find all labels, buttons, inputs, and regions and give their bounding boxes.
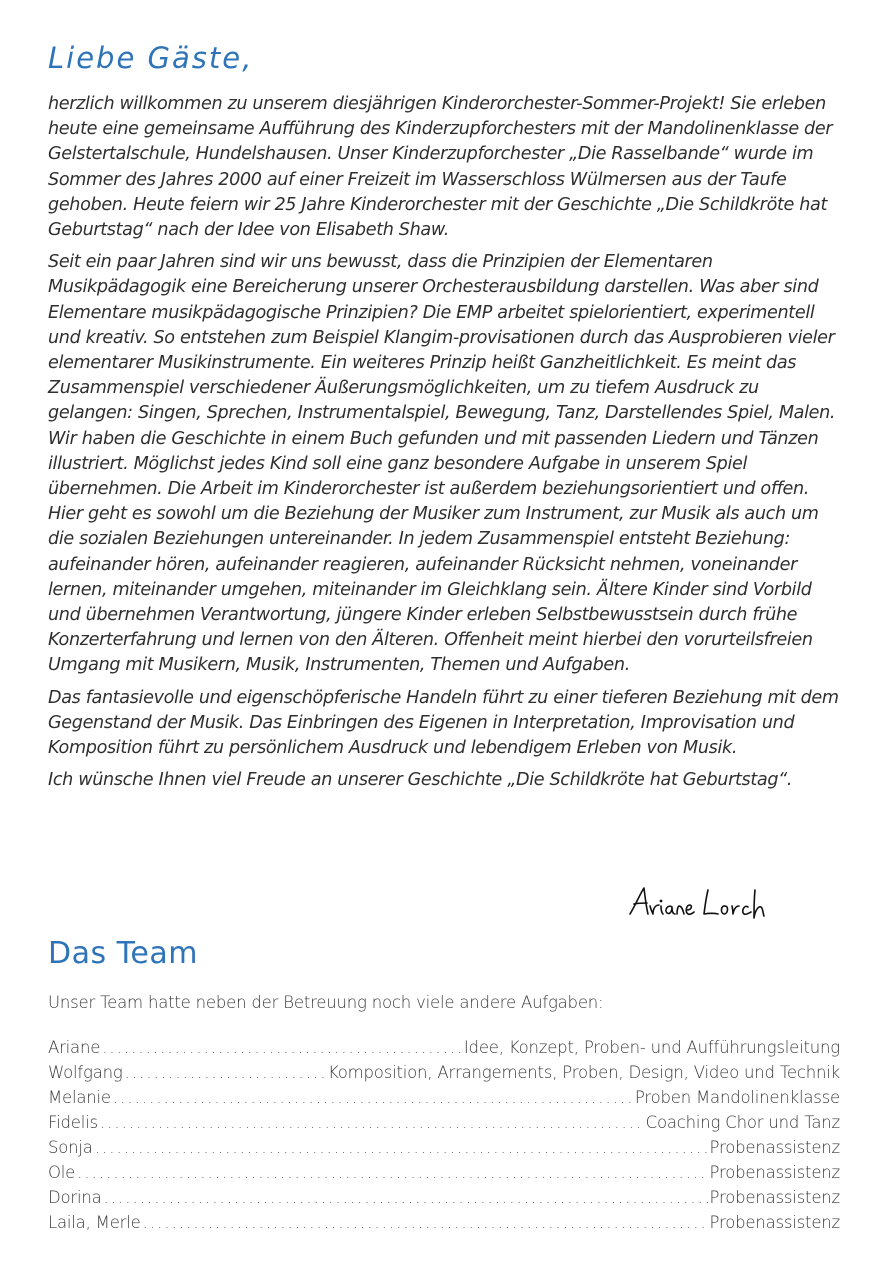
team-intro: Unser Team hatte neben der Betreuung noch viele andere Aufgaben: [48,993,604,1012]
team-row [48,1088,840,1113]
letter-paragraph: herzlich willkommen zu unserem diesjährigen Kinderorchester-Sommer-Projekt! Sie erleben heute eine gemeinsame Aufführung des Kinderzupforchesters mit der Mandolinenklasse der Gelstertalschule, Hundelshausen. Unser Kinderzupforchester „Die Rasselbande“ wurde im Sommer des Jahres 2000 auf einer Freizeit im Wasserschloss Wülmersen aus der Taufe gehoben. Heute feiern wir 25 Jahre Kinderorchester mit der Geschichte „Die Schildkröte hat Geburtstag“ nach der Idee von Elisabeth Shaw. [48,94,833,241]
letter-paragraph: Ich wünsche Ihnen viel Freude an unserer Geschichte „Die Schildkröte hat Geburtstag“. [48,770,793,791]
team-heading: Das Team [48,936,198,971]
letter-paragraph: Das fantasievolle und eigenschöpferische Handeln führt zu einer tieferen Beziehung mit dem Gegenstand der Musik. Das Einbringen des Eigenen in Interpretation, Improvisation und Komposition führt zu persönlichem Ausdruck und lebendigem Erleben von Musik. [48,687,839,759]
team-member-name: Dorina [48,1188,102,1207]
dot-leader [102,1038,462,1057]
dot-leader [77,1163,707,1182]
team-row [48,1038,840,1063]
team-row [48,1188,840,1213]
team-list [48,1038,840,1238]
dot-leader [125,1063,326,1082]
team-row [48,1113,840,1138]
dot-leader [100,1113,644,1132]
team-member-name: Ole [48,1163,76,1182]
team-row [48,1213,840,1238]
team-member-name: Ariane [48,1038,101,1057]
team-member-name: Laila, Merle [48,1213,141,1232]
team-member-name: Fidelis [48,1113,98,1132]
team-member-role: Komposition, Arrangements, Proben, Design, Video und Technik [327,1063,840,1082]
team-member-role: Probenassistenz [709,1188,840,1207]
team-member-role: Probenassistenz [709,1138,840,1157]
letter-paragraph: Seit ein paar Jahren sind wir uns bewusst, dass die Prinzipien der Elementaren Musikpädagogik eine Bereicherung unserer Orchesterausbildung darstellen. Was aber sind Elementare musikpädagogische Prinzipien? Die EMP arbeitet spielorientiert, experimentell und kreativ. So entstehen zum Beispiel Klangim-provisationen durch das Ausprobieren vieler elementarer Musikinstrumente. Ein weiteres Prinzip heißt Ganzheitlichkeit. Es meint das Zusammenspiel verschiedener Äußerungsmöglichkeiten, um zu tiefem Ausdruck zu gelangen: Singen, Sprechen, Instrumentalspiel, Bewegung, Tanz, Darstellendes Spiel, Malen. Wir haben die Geschichte in einem Buch gefunden und mit passenden Liedern und Tänzen illustriert. Möglichst jedes Kind soll eine ganz besondere Aufgabe in unserem Spiel übernehmen. Die Arbeit im Kinderorchester ist außerdem beziehungsorientiert und offen. Hier geht es sowohl um die Beziehung der Musiker zum Instrument, zur Musik als auch um die sozialen Beziehungen untereinander. In jedem Zusammenspiel entsteht Beziehung: aufeinander hören, aufeinander reagieren, aufeinander Rücksicht nehmen, voneinander lernen, miteinander umgehen, miteinander im Gleichklang sein. Ältere Kinder sind Vorbild und übernehmen Verantwortung, jüngere Kinder erleben Selbstbewusstsein durch frühe Konzerterfahrung und lernen von den Älteren. Offenheit meint hierbei den vorurteilsfreien Umgang mit Musikern, Musik, Instrumenten, Themen und Aufgaben. [48,252,836,676]
team-row [48,1138,840,1163]
dot-leader [95,1138,708,1157]
team-member-role: Probenassistenz [709,1213,840,1232]
dot-leader [113,1088,633,1107]
team-member-name: Wolfgang [48,1063,123,1082]
team-member-role: Idee, Konzept, Proben- und Aufführungsleitung [463,1038,840,1057]
team-row [48,1163,840,1188]
team-member-role: Coaching Chor und Tanz [645,1113,840,1132]
team-row [48,1063,840,1088]
handwritten-signature [628,884,788,924]
team-member-name: Sonja [48,1138,93,1157]
dot-leader [143,1213,708,1232]
welcome-letter [48,92,843,793]
team-member-role: Probenassistenz [709,1163,840,1182]
team-member-name: Melanie [48,1088,111,1107]
program-page [48,36,843,1232]
team-member-role: Proben Mandolinenklasse [634,1088,840,1107]
greeting-heading: Liebe Gäste, [48,41,254,75]
dot-leader [104,1188,708,1207]
